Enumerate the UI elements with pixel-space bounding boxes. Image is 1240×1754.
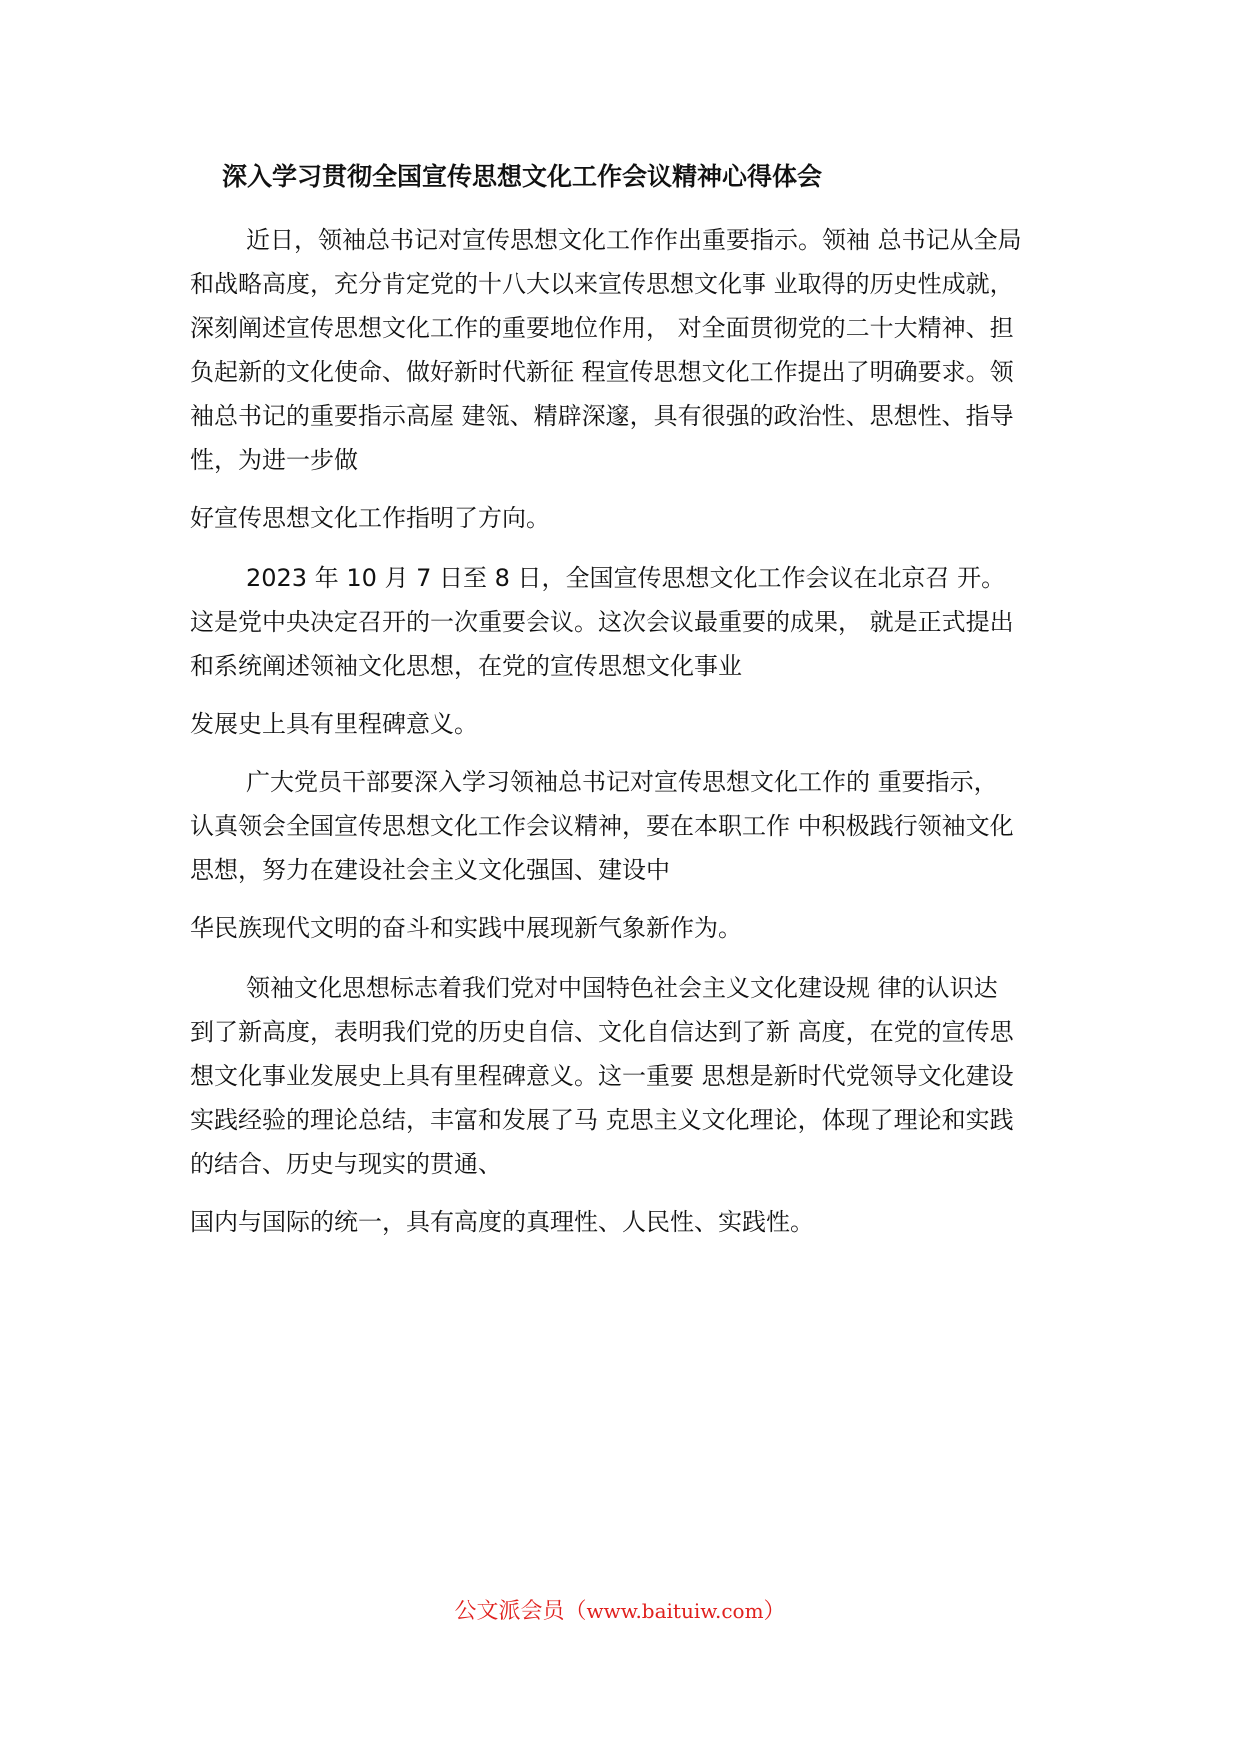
paragraph-line: 实践经验的理论总结，丰富和发展了马 克思主义文化理论，体现了理论和实践 [190, 1106, 1014, 1134]
paragraph-line: 2023 年 10 月 7 日至 8 日，全国宣传思想文化工作会议在北京召 开。 [246, 564, 1006, 592]
paragraph-line: 发展史上具有里程碑意义。 [190, 710, 478, 738]
paragraph-line: 近日，领袖总书记对宣传思想文化工作作出重要指示。领袖 总书记从全局 [246, 226, 1022, 254]
footer-watermark [0, 1596, 1240, 1627]
paragraph-line: 领袖文化思想标志着我们党对中国特色社会主义文化建设规 律的认识达 [246, 974, 998, 1002]
paragraph-line: 国内与国际的统一，具有高度的真理性、人民性、实践性。 [190, 1208, 814, 1236]
paragraph-line: 袖总书记的重要指示高屋 建瓴、精辟深邃，具有很强的政治性、思想性、指导 [190, 402, 1014, 430]
paragraph-line: 华民族现代文明的奋斗和实践中展现新气象新作为。 [190, 914, 742, 942]
footer-url[interactable]: www.baituiw.com [586, 1599, 764, 1623]
paragraph-line: 思想，努力在建设社会主义文化强国、建设中 [190, 856, 670, 884]
paragraph-line: 的结合、历史与现实的贯通、 [190, 1150, 502, 1178]
document-title: 深入学习贯彻全国宣传思想文化工作会议精神心得体会 [222, 162, 823, 191]
footer-close: ） [763, 1599, 786, 1624]
paragraph-line: 到了新高度，表明我们党的历史自信、文化自信达到了新 高度，在党的宣传思 [190, 1018, 1014, 1046]
paragraph-line: 和系统阐述领袖文化思想，在党的宣传思想文化事业 [190, 652, 742, 680]
paragraph-line: 认真领会全国宣传思想文化工作会议精神，要在本职工作 中积极践行领袖文化 [190, 812, 1014, 840]
paragraph-line: 想文化事业发展史上具有里程碑意义。这一重要 思想是新时代党领导文化建设 [190, 1062, 1014, 1090]
footer-brand: 公文派会员（ [454, 1599, 587, 1624]
paragraph-line: 广大党员干部要深入学习领袖总书记对宣传思想文化工作的 重要指示， [246, 768, 998, 796]
paragraph-line: 和战略高度，充分肯定党的十八大以来宣传思想文化事 业取得的历史性成就， [190, 270, 1014, 298]
paragraph-line: 这是党中央决定召开的一次重要会议。这次会议最重要的成果， 就是正式提出 [190, 608, 1014, 636]
paragraph-line: 性，为进一步做 [190, 446, 358, 474]
paragraph-line: 深刻阐述宣传思想文化工作的重要地位作用， 对全面贯彻党的二十大精神、担 [190, 314, 1014, 342]
paragraph-line: 负起新的文化使命、做好新时代新征 程宣传思想文化工作提出了明确要求。领 [190, 358, 1014, 386]
paragraph-line: 好宣传思想文化工作指明了方向。 [190, 504, 550, 532]
